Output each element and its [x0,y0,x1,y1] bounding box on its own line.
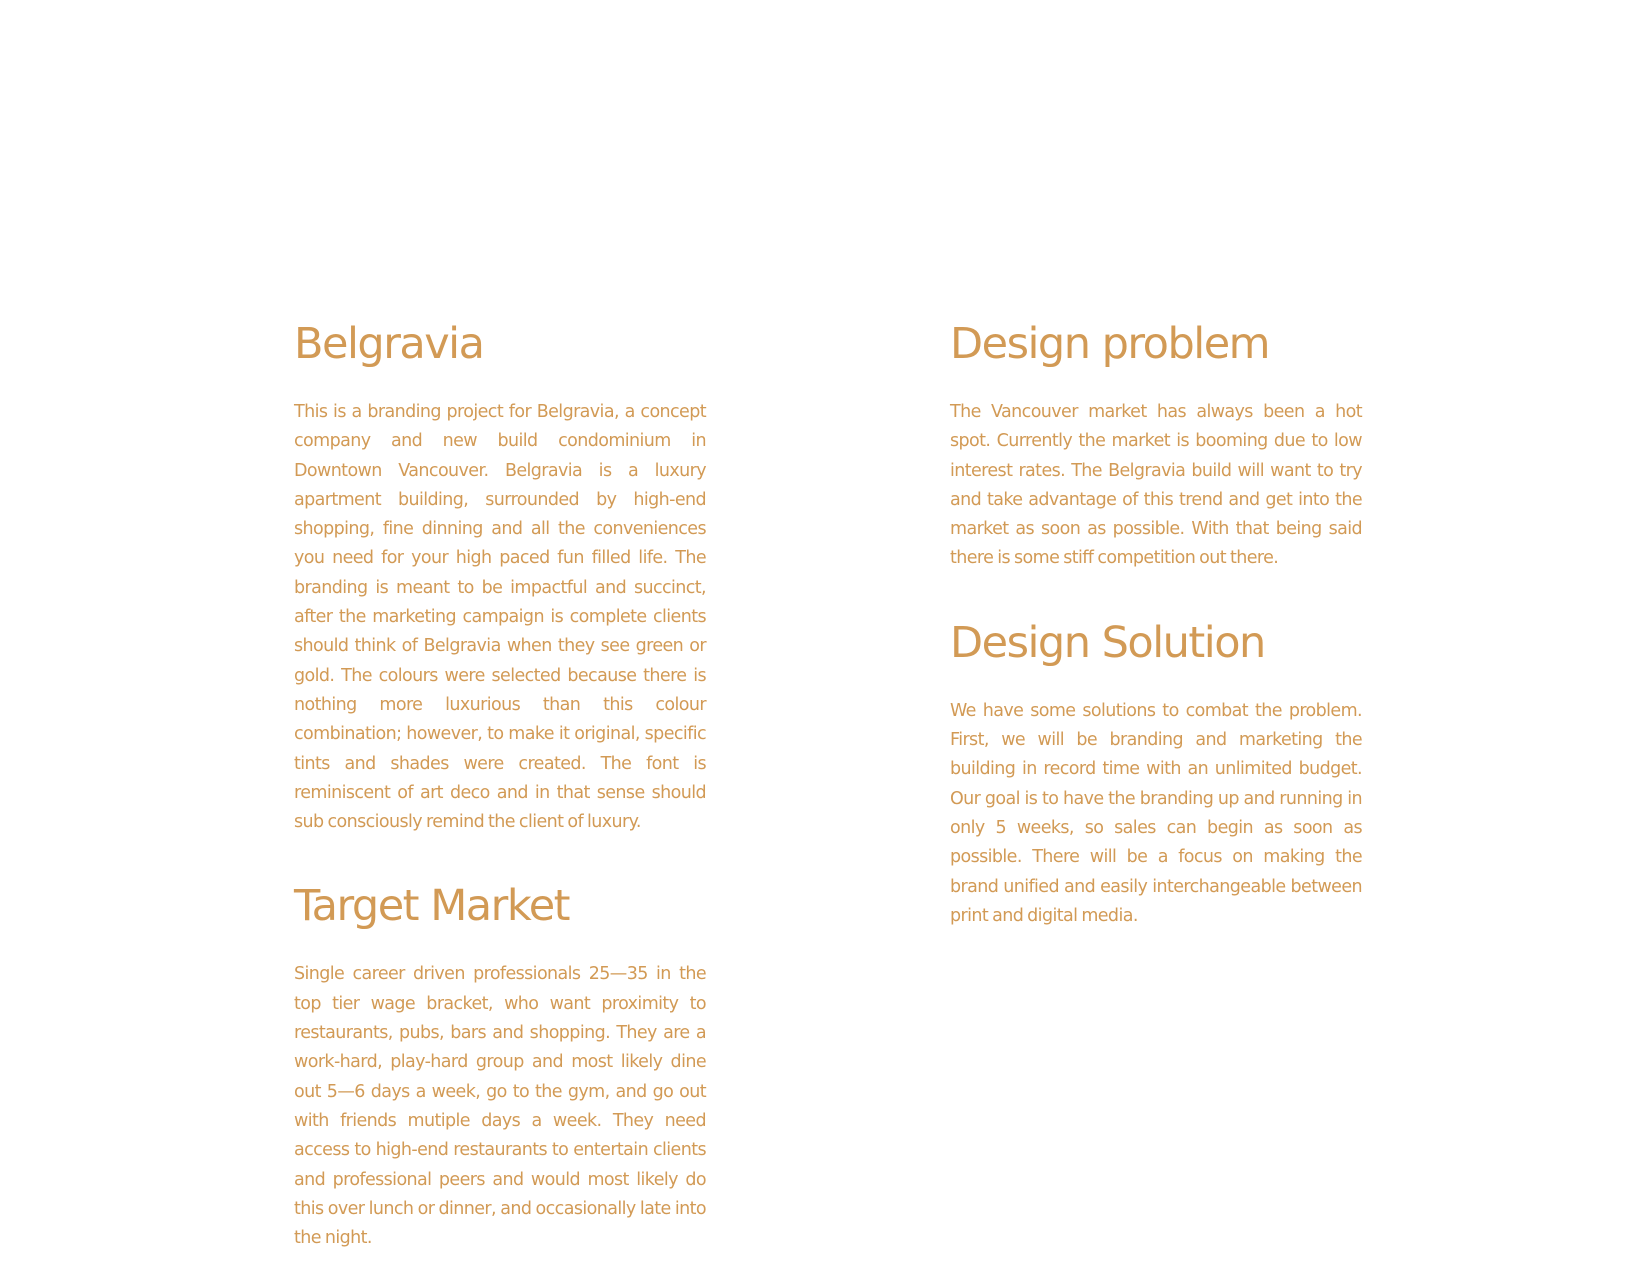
design-problem-heading: Design problem [950,319,1270,369]
belgravia-heading: Belgravia [294,319,484,369]
section-spacer [950,574,1362,617]
design-solution-section [950,617,1362,931]
design-problem-body: The Vancouver market has always been a hot spot. Currently the market is booming due to low interest rates. The Belgravia build will want to try and take advantage of this trend and get into the market as soon as possible. With that being said there is some stiff competition out there. [950,402,1362,569]
belgravia-body: This is a branding project for Belgravia, a concept company and new build condominium in Downtown Vancouver. Belgravia is a luxury apartment building, surrounded by high-end shopping, fine dinning and all the conveniences you need for your high paced fun filled life. The branding is meant to be impactful and succinct, after the marketing campaign is complete clients should think of Belgravia when they see green or gold. The colours were selected because there is nothing more luxurious than this colour combination; however, to make it original, specific tints and shades were created. The font is reminiscent of art deco and in that sense should sub consciously remind the client of luxury. [294,402,706,833]
left-column [294,318,706,1253]
section-spacer [294,837,706,880]
design-problem-section [950,318,1362,574]
target-market-heading: Target Market [294,881,570,932]
target-market-body: Single career driven professionals 25—35 in the top tier wage bracket, who want proximity to restaurants, pubs, bars and shopping. They are a work-hard, play-hard group and most likely dine out 5—6 days a week, go to the gym, and go out with friends mutiple days a week. They need access to high-end restaurants to entertain clients and professional peers and would most likely do this over lunch or dinner, and occasionally late into the night. [294,964,706,1249]
target-market-section [294,880,706,1253]
belgravia-section [294,318,706,837]
design-solution-heading: Design Solution [950,617,1265,668]
right-column [950,318,1362,931]
design-solution-body: We have some solutions to combat the problem. First, we will be branding and marketing the building in record time with an unlimited budget. Our goal is to have the branding up and running in only 5 weeks, so sales can begin as soon as possible. There will be a focus on making the brand unified and easily interchangeable between print and digital media. [950,700,1362,926]
